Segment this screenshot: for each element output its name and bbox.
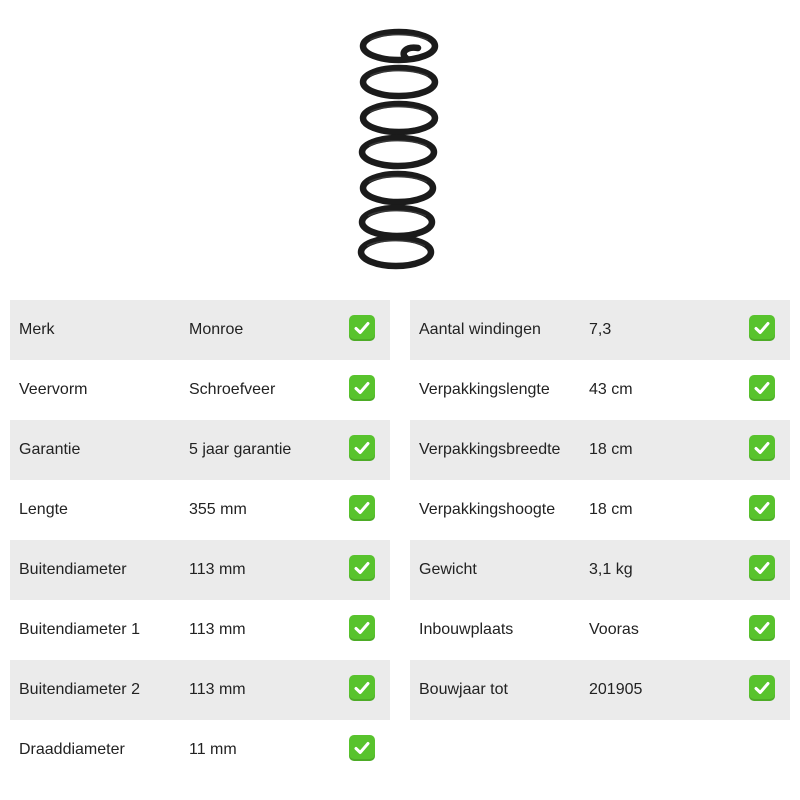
spec-label: Veervorm [19, 381, 88, 398]
spec-row [10, 480, 390, 540]
spec-label: Buitendiameter [19, 561, 127, 578]
spec-row [410, 300, 790, 360]
spec-table-left [10, 300, 390, 780]
check-mark-icon [349, 555, 375, 581]
spec-label: Verpakkingslengte [419, 381, 550, 398]
check-mark-icon [749, 315, 775, 341]
spec-value: 113 mm [189, 561, 246, 578]
spec-label: Verpakkingshoogte [419, 501, 556, 518]
spec-row [410, 360, 790, 420]
spec-value: 11 mm [189, 741, 237, 758]
check-mark-icon [749, 435, 775, 461]
spec-label: Buitendiameter 1 [19, 621, 140, 638]
spec-row [410, 420, 790, 480]
check-mark-icon [349, 315, 375, 341]
check-mark-icon [349, 435, 375, 461]
spec-row [10, 660, 390, 720]
spec-value: Monroe [189, 321, 244, 338]
spec-value: 113 mm [189, 681, 246, 698]
spec-row [410, 660, 790, 720]
check-mark-icon [349, 495, 375, 521]
spec-label: Inbouwplaats [419, 621, 514, 638]
spec-row [410, 600, 790, 660]
check-mark-icon [749, 675, 775, 701]
check-mark-icon [749, 495, 775, 521]
spec-label: Gewicht [419, 561, 477, 578]
spec-value: 201905 [589, 681, 643, 698]
spec-label: Bouwjaar tot [419, 681, 508, 698]
spec-value: 113 mm [189, 621, 246, 638]
spec-row [10, 720, 390, 780]
spec-label: Draaddiameter [19, 741, 125, 758]
spec-row [10, 360, 390, 420]
spec-row [410, 540, 790, 600]
check-mark-icon [349, 375, 375, 401]
spec-value: 43 cm [589, 381, 633, 398]
spec-label: Buitendiameter 2 [19, 681, 140, 698]
spec-label: Aantal windingen [419, 321, 541, 338]
spec-label: Lengte [19, 501, 68, 518]
coil-spring-icon [340, 20, 460, 280]
spec-row [10, 420, 390, 480]
spec-value: 3,1 kg [589, 561, 633, 578]
check-mark-icon [749, 555, 775, 581]
spec-value: 18 cm [589, 501, 633, 518]
spec-row [410, 480, 790, 540]
spec-value: Schroefveer [189, 381, 276, 398]
spec-table-right [410, 300, 790, 720]
check-mark-icon [349, 675, 375, 701]
spec-value: 18 cm [589, 441, 633, 458]
check-mark-icon [749, 615, 775, 641]
spec-value: Vooras [589, 621, 639, 638]
spec-row [10, 540, 390, 600]
spec-label: Garantie [19, 441, 81, 458]
spec-value: 5 jaar garantie [189, 441, 292, 458]
coil-spring-image [340, 20, 460, 280]
spec-value: 7,3 [589, 321, 612, 338]
check-mark-icon [749, 375, 775, 401]
spec-label: Verpakkingsbreedte [419, 441, 561, 458]
spec-value: 355 mm [189, 501, 247, 518]
check-mark-icon [349, 735, 375, 761]
spec-row [10, 600, 390, 660]
check-mark-icon [349, 615, 375, 641]
spec-row [10, 300, 390, 360]
spec-label: Merk [19, 321, 55, 338]
